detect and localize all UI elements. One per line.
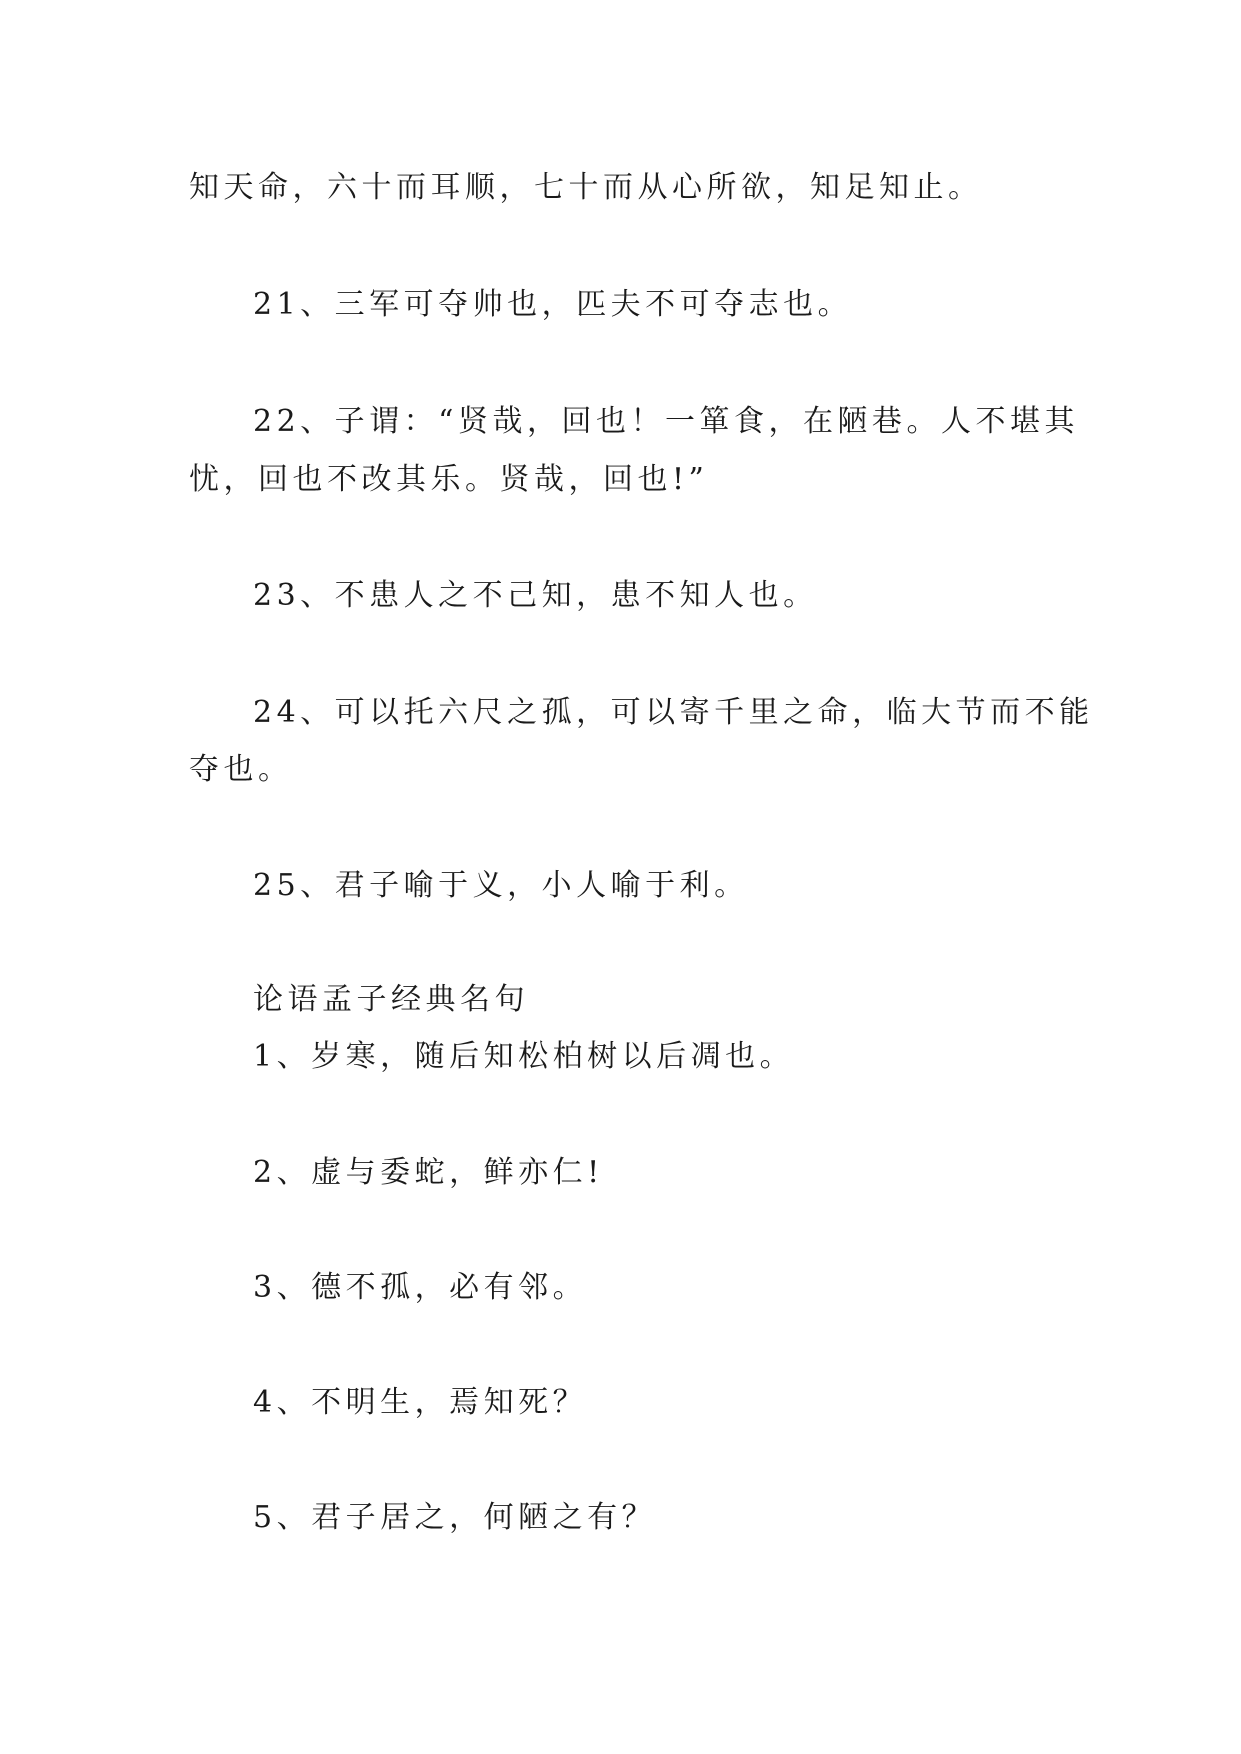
quote-4: 4、不明生，焉知死？ [253,1385,588,1420]
text-line-continuation: 知天命，六十而耳顺，七十而从心所欲，知足知止。 [189,170,983,205]
quote-2: 2、虚与委蛇，鲜亦仁! [253,1155,604,1190]
quote-22-line-1: 22、子谓：“贤哉，回也！一箪食，在陋巷。人不堪其 [253,404,1080,439]
quote-5: 5、君子居之，何陋之有？ [253,1500,657,1535]
quote-23: 23、不患人之不己知，患不知人也。 [253,578,818,613]
section-heading: 论语孟子经典名句 [253,982,529,1017]
quote-3: 3、德不孤，必有邻。 [253,1270,588,1305]
quote-24-line-1: 24、可以托六尺之孤，可以寄千里之命，临大节而不能 [253,695,1094,730]
quote-22-line-2: 忧，回也不改其乐。贤哉，回也!” [189,462,709,497]
quote-21: 21、三军可夺帅也，匹夫不可夺志也。 [253,287,853,322]
quote-24-line-2: 夺也。 [189,752,293,787]
quote-25: 25、君子喻于义，小人喻于利。 [253,868,749,903]
quote-1: 1、岁寒，随后知松柏树以后凋也。 [253,1039,795,1074]
